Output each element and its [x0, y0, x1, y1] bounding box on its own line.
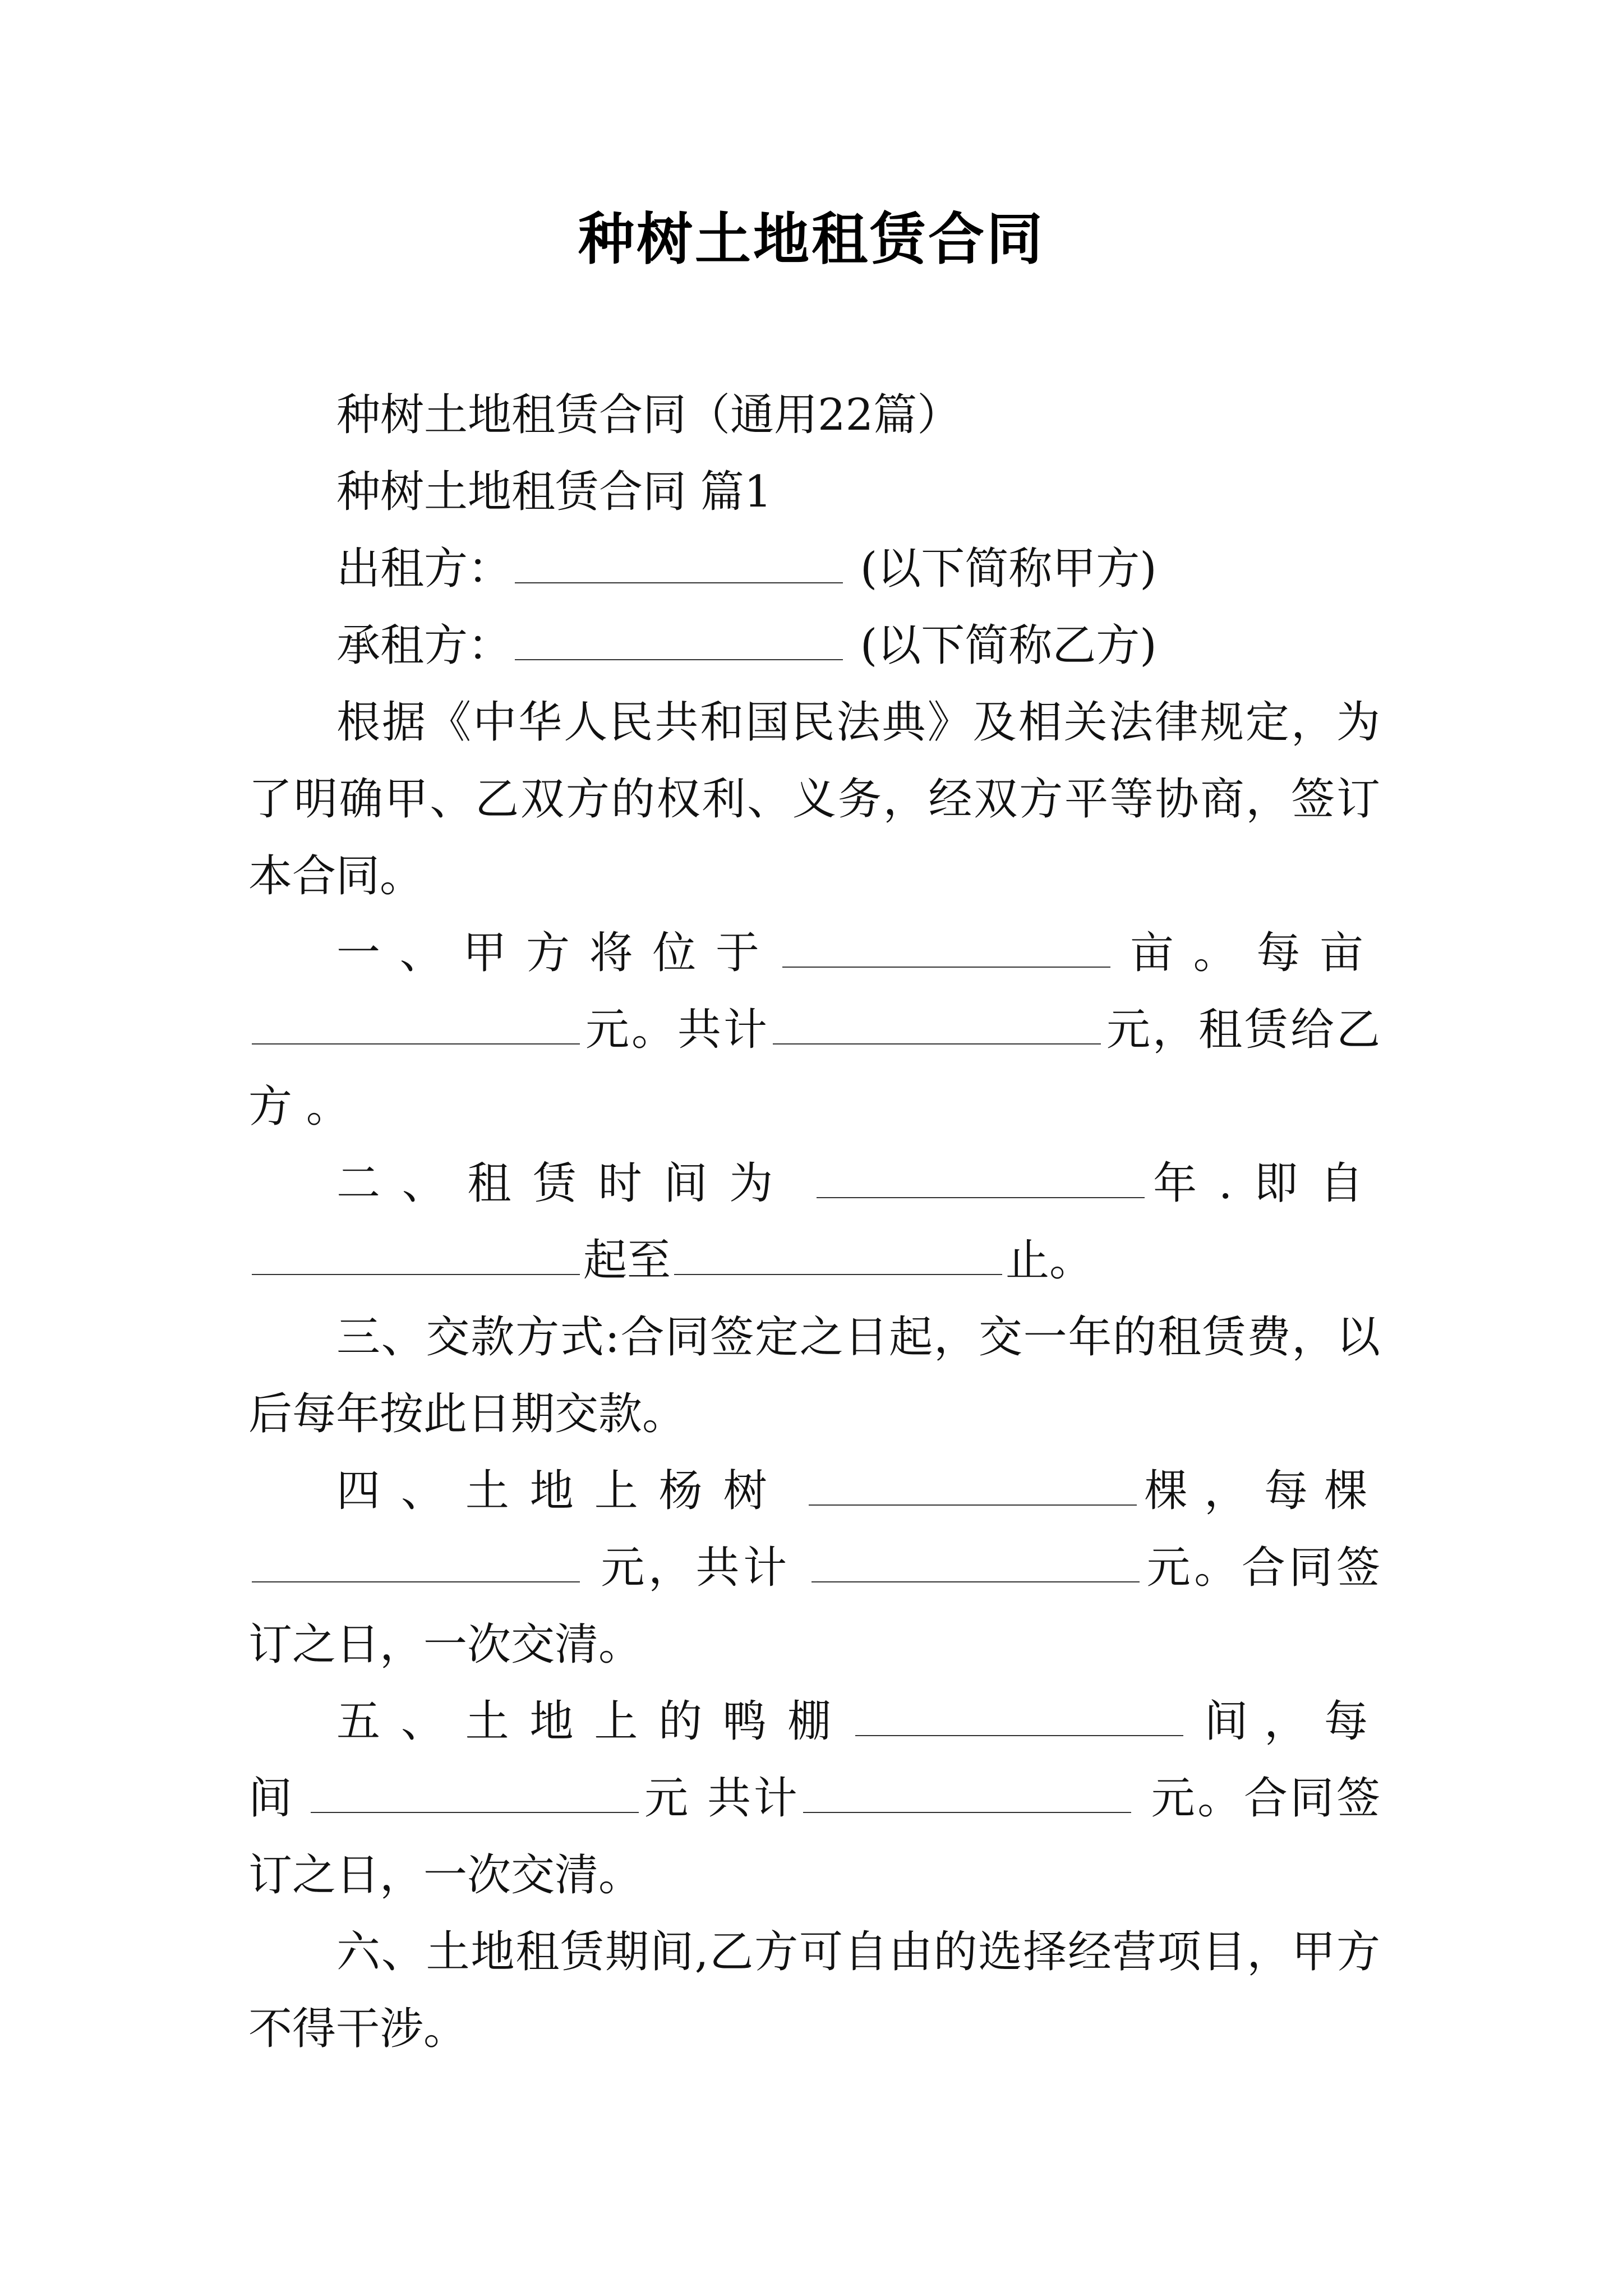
clause-5-text-d: 元。合同签订之日，一次交清。: [248, 1773, 1380, 1901]
lessee-line: [248, 608, 1380, 684]
clause-2-text-d: 止。: [1006, 1235, 1094, 1286]
clause-1-blank-location: [782, 932, 1110, 968]
lessee-label: 承租方：: [336, 620, 512, 671]
clause-4-text-c: 元，共计: [601, 1543, 791, 1593]
clause-3: 三、交款方式:合同签定之日起，交一年的租赁费，以后每年按此日期交款。: [248, 1312, 1380, 1439]
lessor-suffix: (以下简称甲方): [860, 544, 1157, 594]
clause-5-blank-total: [803, 1777, 1131, 1813]
clause-2-blank-years: [817, 1162, 1145, 1198]
clause-4-blank-count: [809, 1470, 1137, 1506]
lessor-line: [248, 531, 1380, 608]
clause-6: 六、土地租赁期间,乙方可自由的选择经营项目，甲方不得干涉。: [248, 1927, 1380, 2054]
clause-1-blank-total: [773, 1009, 1101, 1045]
clause-5-text-c: 元 共计: [642, 1773, 800, 1824]
lessor-label: 出租方：: [336, 544, 512, 594]
clause-5-text-a: 五、土地上的鸭棚: [336, 1696, 852, 1747]
part-heading: 种树土地租赁合同 篇1: [336, 467, 772, 517]
clause-5-blank-count: [855, 1700, 1183, 1736]
clause-5-blank-price: [311, 1777, 639, 1813]
clause-1-text-b: 亩。每亩: [1130, 928, 1380, 978]
clause-4-text-a: 四、土地上杨树: [336, 1466, 788, 1516]
lessor-blank: [515, 547, 843, 583]
document-title: 种树土地租赁合同: [578, 206, 1045, 272]
clause-1: [248, 915, 1380, 1145]
clause-1-text-a: 一、甲方将位于: [336, 928, 779, 978]
clause-2-text-c: 起至: [583, 1235, 671, 1286]
clause-4-text-b: 棵，每棵: [1140, 1466, 1380, 1516]
clause-2-blank-start: [252, 1239, 580, 1275]
clause-4: [248, 1453, 1380, 1683]
document-body: [248, 377, 1380, 2068]
clause-4-blank-total: [811, 1547, 1140, 1582]
clause-1-text-c: 元。共计: [583, 1005, 769, 1055]
lessee-suffix: (以下简称乙方): [860, 620, 1157, 671]
intro-paragraph: 根据《中华人民共和国民法典》及相关法律规定，为了明确甲、乙双方的权利、义务，经双方平等协商，签订本合同。: [248, 697, 1380, 901]
clause-2: [248, 1145, 1380, 1299]
subtitle: 种树土地租赁合同（通用22篇）: [336, 390, 961, 440]
clause-5: [248, 1683, 1380, 1914]
clause-1-blank-price: [252, 1009, 580, 1045]
lessee-blank: [515, 624, 843, 660]
clause-1-text-d: 元，租赁给乙方 。: [248, 1005, 1380, 1132]
clause-2-text-a: 二、租赁时间为: [336, 1158, 795, 1209]
clause-4-blank-price: [252, 1547, 580, 1582]
clause-2-text-b: 年.即自: [1148, 1158, 1380, 1209]
clause-2-blank-end: [674, 1239, 1002, 1275]
clause-5-text-b: 间，每间: [248, 1696, 1380, 1824]
clause-4-text-d: 元。合同签订之日，一次交清。: [248, 1543, 1380, 1670]
